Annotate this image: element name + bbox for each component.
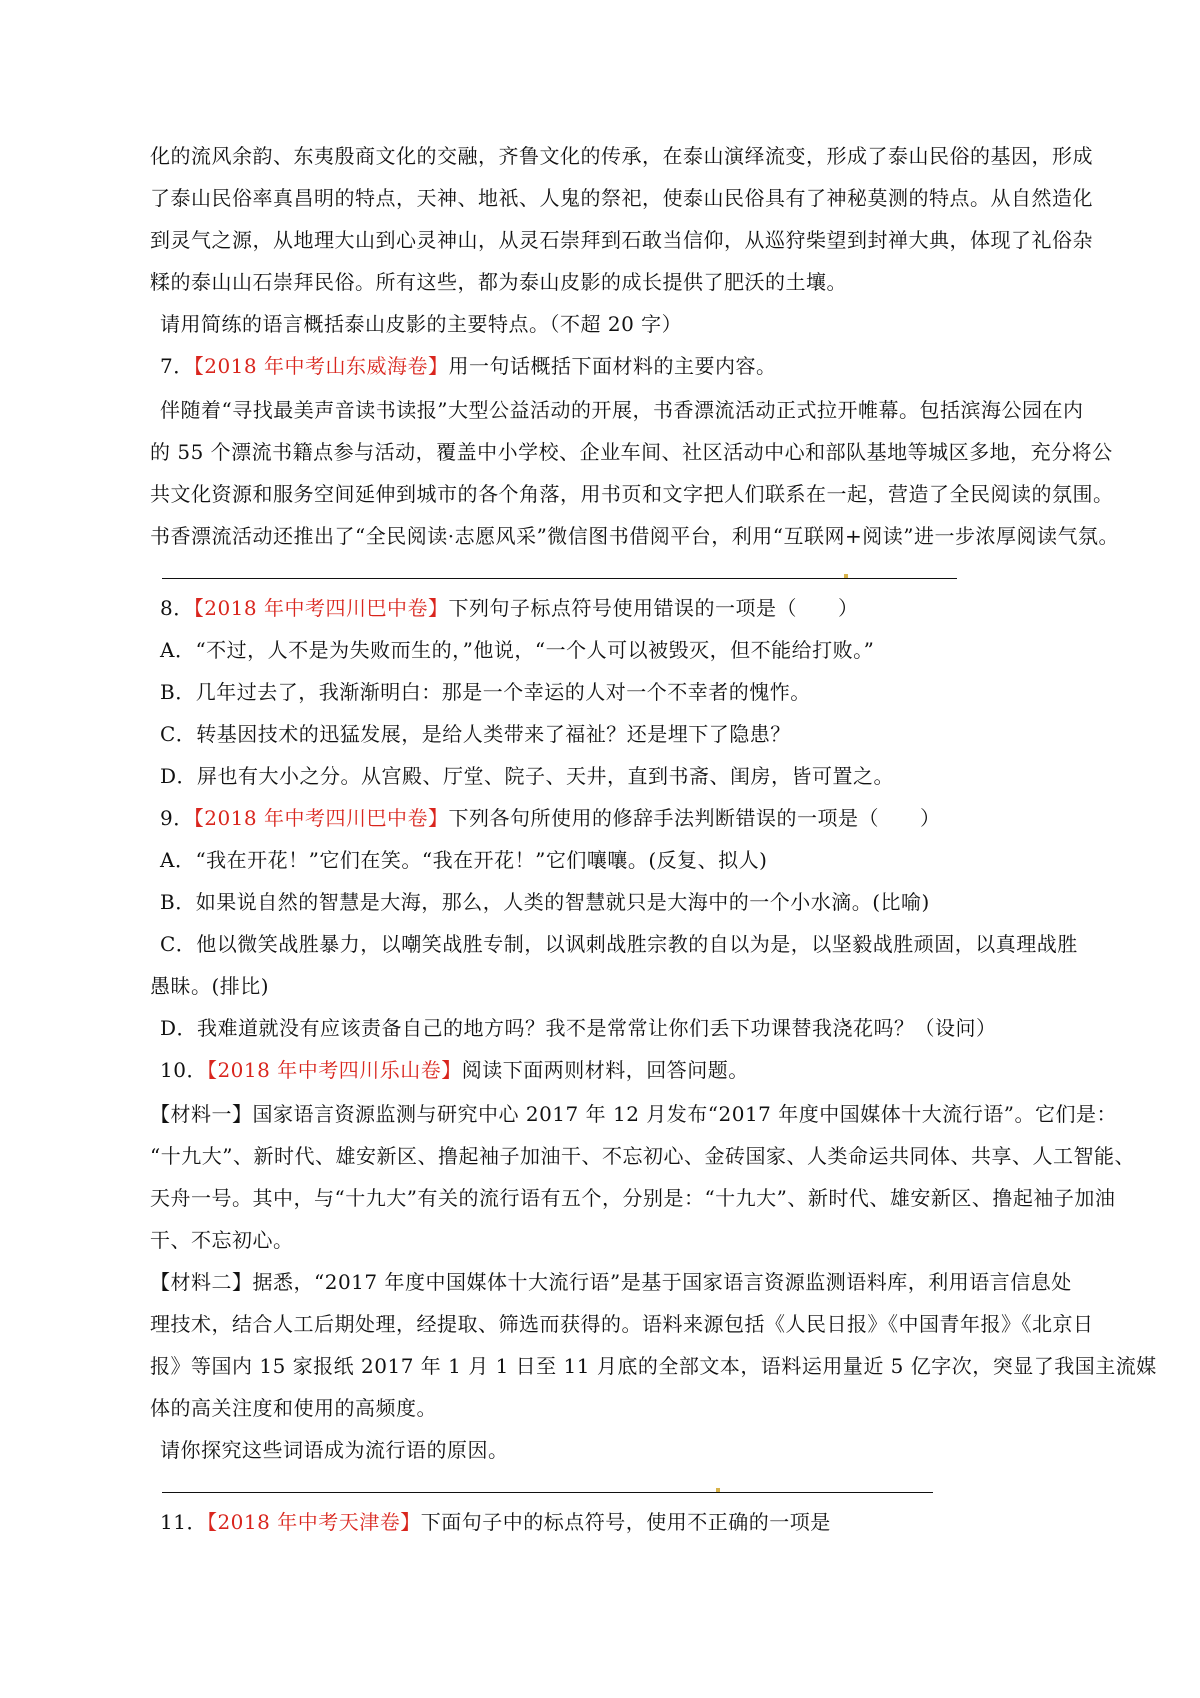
question-source: 【2018 年中考四川乐山卷】 [206,1058,462,1082]
question-source: 【2018 年中考山东威海卷】 [193,354,449,378]
material-two-line: 体的高关注度和使用的高频度。 [150,1396,437,1420]
option-c: C．他以微笑战胜暴力，以嘲笑战胜专制，以讽刺战胜宗教的自以为是，以坚毅战胜顽固，以真理战胜 [160,932,1078,956]
passage-line: 到灵气之源，从地理大山到心灵神山，从灵石崇拜到石敢当信仰，从巡狩柴望到封禅大典，体现了礼俗杂 [150,228,1093,252]
option-b: B．几年过去了，我渐渐明白：那是一个幸运的人对一个不幸者的愧怍。 [160,680,811,704]
answer-line [162,578,957,579]
option-a: A．“我在开花！”它们在笑。“我在开花！”它们嚷嚷。(反复、拟人) [160,848,768,872]
material-line: 伴随着“寻找最美声音读书读报”大型公益活动的开展，书香漂流活动正式拉开帷幕。包括滨海公园在内 [160,398,1084,422]
material-two-line: 【材料二】据悉，“2017 年度中国媒体十大流行语”是基于国家语言资源监测语料库，利用语言信息处 [150,1270,1072,1294]
material-two-line: 报》等国内 15 家报纸 2017 年 1 月 1 日至 11 月底的全部文本，语料运用量近 5 亿字次，突显了我国主流媒 [150,1354,1157,1378]
passage-line: 化的流风余韵、东夷殷商文化的交融，齐鲁文化的传承，在泰山演绎流变，形成了泰山民俗的基因，形成 [150,144,1093,168]
material-one-line: “十九大”、新时代、雄安新区、撸起袖子加油干、不忘初心、金砖国家、人类命运共同体、共享、人工智能、 [150,1144,1135,1168]
question-number: 8． [160,596,194,620]
question-stem: 下列各句所使用的修辞手法判断错误的一项是（ ） [448,806,941,830]
material-one-line: 【材料一】国家语言资源监测与研究中心 2017 年 12 月发布“2017 年度中国媒体十大流行语”。它们是： [150,1102,1117,1126]
question-11-heading [160,1508,831,1536]
option-c: C．转基因技术的迅猛发展，是给人类带来了福祉？还是埋下了隐患？ [160,722,791,746]
passage-line: 了泰山民俗率真昌明的特点，天神、地祇、人鬼的祭祀，使泰山民俗具有了神秘莫测的特点。从自然造化 [150,186,1093,210]
question-9-heading [160,804,941,832]
material-one-line: 天舟一号。其中，与“十九大”有关的流行语有五个，分别是：“十九大”、新时代、雄安新区、撸起袖子加油 [150,1186,1116,1210]
material-two-line: 理技术，结合人工后期处理，经提取、筛选而获得的。语料来源包括《人民日报》《中国青年报》《北京日 [150,1312,1094,1336]
question-number: 10． [160,1058,207,1082]
option-b: B．如果说自然的智慧是大海，那么，人类的智慧就只是大海中的一个小水滴。(比喻) [160,890,930,914]
passage-line: 糅的泰山山石崇拜民俗。所有这些，都为泰山皮影的成长提供了肥沃的土壤。 [150,270,847,294]
question-8-heading [160,594,859,622]
question-stem: 下列句子标点符号使用错误的一项是（ ） [448,596,859,620]
question-10-heading [160,1056,749,1084]
question-source: 【2018 年中考四川巴中卷】 [193,596,449,620]
material-line: 的 55 个漂流书籍点参与活动，覆盖中小学校、企业车间、社区活动中心和部队基地等城区多地，充分将公 [150,440,1113,464]
option-c-continued: 愚昧。(排比) [150,974,270,998]
answer-line [162,1492,933,1493]
question-7-heading [160,352,777,380]
question-stem: 下面句子中的标点符号，使用不正确的一项是 [420,1510,831,1534]
question-stem: 用一句话概括下面材料的主要内容。 [448,354,777,378]
material-one-line: 干、不忘初心。 [150,1228,294,1252]
material-line: 共文化资源和服务空间延伸到城市的各个角落，用书页和文字把人们联系在一起，营造了全民阅读的氛围。 [150,482,1114,506]
question-prompt: 请你探究这些词语成为流行语的原因。 [160,1438,509,1462]
option-d: D．屏也有大小之分。从宫殿、厅堂、院子、天井，直到书斋、闺房，皆可置之。 [160,764,895,788]
question-prompt: 请用简练的语言概括泰山皮影的主要特点。（不超 20 字） [160,312,683,336]
question-source: 【2018 年中考天津卷】 [206,1510,421,1534]
question-number: 11． [160,1510,207,1534]
question-source: 【2018 年中考四川巴中卷】 [193,806,449,830]
decorative-dot [716,1488,720,1492]
decorative-dot [844,574,848,578]
material-line: 书香漂流活动还推出了“全民阅读·志愿风采”微信图书借阅平台，利用“互联网+阅读”进一步浓厚阅读气氛。 [150,524,1120,548]
question-number: 9． [160,806,194,830]
question-number: 7． [160,354,194,378]
option-a: A．“不过，人不是为失败而生的，”他说，“一个人可以被毁灭，但不能给打败。” [160,638,875,662]
question-stem: 阅读下面两则材料，回答问题。 [461,1058,749,1082]
option-d: D．我难道就没有应该责备自己的地方吗？我不是常常让你们丢下功课替我浇花吗？（设问） [160,1016,997,1040]
